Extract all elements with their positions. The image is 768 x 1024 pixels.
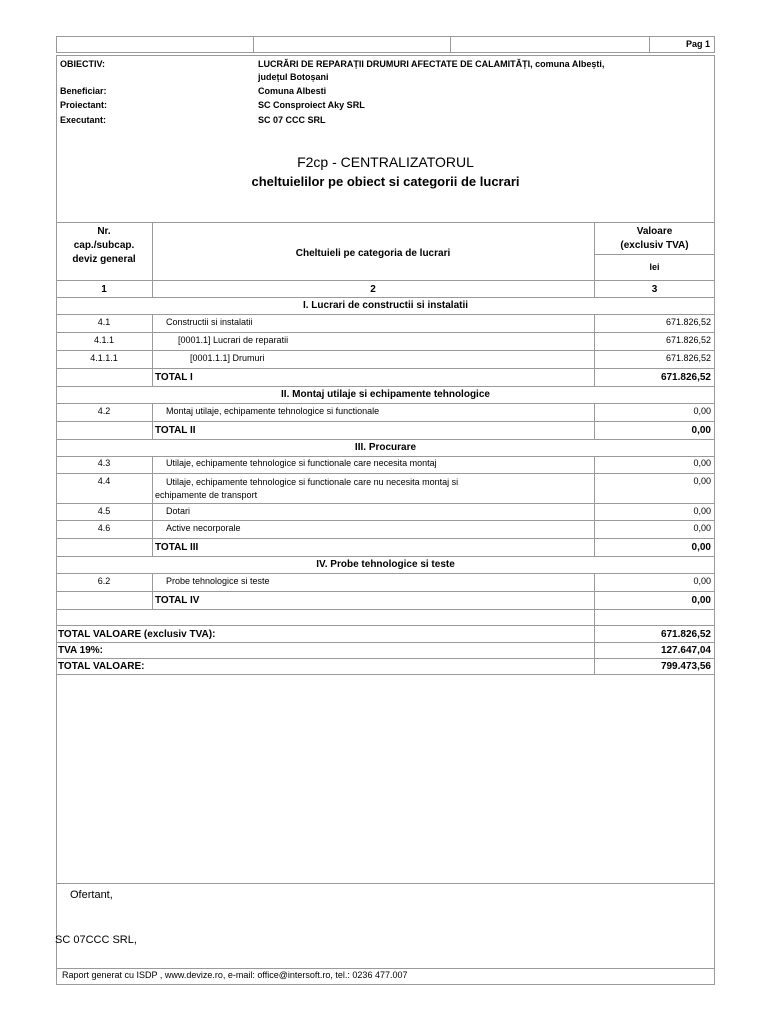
table-top-border [56, 222, 715, 223]
top-header-row [56, 36, 715, 53]
footer-divider [56, 883, 715, 884]
row-nr: 4.6 [97, 523, 111, 533]
row-col-divider [152, 368, 153, 386]
col1-header-line1: Nr. [97, 226, 111, 237]
row-divider [56, 538, 715, 539]
report-footer: Raport generat cu ISDP , www.devize.ro, e-mail: office@intersoft.ro, tel.: 0236 477.007 [62, 970, 408, 980]
col3-header-divider [594, 254, 715, 255]
col3-header-line1: Valoare [636, 226, 673, 237]
row-divider [56, 556, 715, 557]
beneficiar-label: Beneficiar: [60, 86, 107, 96]
col3-header-line2: (exclusiv TVA) [620, 240, 689, 251]
page-subtitle: cheltuielilor pe obiect si categorii de lucrari [251, 174, 520, 189]
row-col-divider [152, 573, 153, 609]
row-divider [56, 674, 715, 675]
row-divider [56, 591, 715, 592]
col2-header: Cheltuieli pe categoria de lucrari [295, 248, 451, 259]
objectiv-value-line2: județul Botoșani [258, 72, 329, 82]
row-divider [56, 625, 715, 626]
proiectant-label: Proiectant: [60, 100, 108, 110]
row-desc-line2: echipamente de transport [155, 490, 258, 500]
row-divider [56, 520, 715, 521]
row-divider [56, 368, 715, 369]
executant-label: Executant: [60, 115, 107, 125]
page-number: Pag 1 [685, 39, 710, 49]
row-nr: 4.1 [97, 317, 111, 327]
objectiv-label: OBIECTIV: [60, 59, 106, 69]
row-col-divider [152, 314, 153, 368]
row-desc: Constructii si instalatii [166, 317, 253, 327]
row-nr: 4.2 [97, 406, 111, 416]
row-value: 0,00 [693, 458, 711, 468]
col-numbers-bottom [56, 297, 715, 298]
row-divider [56, 642, 715, 643]
row-value: 671.826,52 [665, 353, 711, 363]
row-value: 0,00 [693, 476, 711, 486]
tva-value: 127.647,04 [660, 645, 711, 656]
tva-label: TVA 19%: [58, 645, 104, 656]
row-desc: [0001.1] Lucrari de reparatii [178, 335, 289, 345]
section-title: IV. Probe tehnologice si teste [316, 559, 455, 570]
col-number-1: 1 [101, 284, 107, 295]
proiectant-value: SC Consproiect Aky SRL [258, 100, 365, 110]
row-divider [56, 456, 715, 457]
company-signature: SC 07CCC SRL, [55, 934, 137, 946]
row-divider [56, 332, 715, 333]
col3-unit: lei [649, 262, 660, 272]
row-desc: Probe tehnologice si teste [166, 576, 270, 586]
row-nr: 4.1.1.1 [90, 353, 118, 363]
footer-divider [56, 968, 715, 969]
row-divider [56, 403, 715, 404]
section-title: I. Lucrari de constructii si instalatii [302, 300, 469, 311]
row-value: 0,00 [693, 506, 711, 516]
row-divider [56, 350, 715, 351]
divider [253, 36, 254, 53]
row-divider [56, 314, 715, 315]
row-col-divider [594, 314, 595, 368]
row-nr: 6.2 [97, 576, 111, 586]
total-value: 671.826,52 [660, 372, 711, 383]
row-desc: Active necorporale [166, 523, 241, 533]
row-col-divider [152, 456, 153, 556]
row-value: 0,00 [693, 406, 711, 416]
row-divider [56, 573, 715, 574]
total-label: TOTAL I [155, 372, 193, 383]
row-value: 0,00 [693, 576, 711, 586]
total-value: 0,00 [691, 425, 711, 436]
grand-total-excl-label: TOTAL VALOARE (exclusiv TVA): [58, 629, 216, 640]
row-value: 671.826,52 [665, 317, 711, 327]
row-divider [56, 609, 715, 610]
row-value: 0,00 [693, 523, 711, 533]
row-nr: 4.5 [97, 506, 111, 516]
divider [450, 36, 451, 53]
col-number-3: 3 [651, 284, 658, 295]
grand-total-label: TOTAL VALOARE: [58, 661, 145, 672]
beneficiar-value: Comuna Albesti [258, 86, 327, 96]
row-divider [56, 421, 715, 422]
total-label: TOTAL II [155, 425, 196, 436]
total-value: 0,00 [691, 542, 711, 553]
row-desc: Montaj utilaje, echipamente tehnologice si functionale [166, 406, 380, 416]
section-title: II. Montaj utilaje si echipamente tehnologice [281, 389, 490, 400]
row-desc: Dotari [166, 506, 191, 516]
row-col-divider [152, 403, 153, 439]
row-value: 671.826,52 [665, 335, 711, 345]
row-nr: 4.3 [97, 458, 111, 468]
total-value: 0,00 [691, 595, 711, 606]
objectiv-value-line1: LUCRĂRI DE REPARAȚII DRUMURI AFECTATE DE CALAMITĂȚI, comuna Albești, [258, 59, 605, 69]
total-label: TOTAL III [155, 542, 199, 553]
row-nr: 4.4 [97, 476, 111, 486]
row-col-divider [594, 625, 595, 674]
total-label: TOTAL IV [155, 595, 200, 606]
row-nr: 4.1.1 [93, 335, 115, 345]
col1-header-line2: cap./subcap. [73, 240, 135, 251]
col-number-2: 2 [370, 284, 376, 295]
header-bottom-border [56, 280, 715, 281]
col1-header-line3: deviz general [72, 254, 136, 265]
row-divider [56, 503, 715, 504]
row-divider [56, 473, 715, 474]
row-desc: [0001.1.1] Drumuri [190, 353, 265, 363]
row-desc: Utilaje, echipamente tehnologice si functionale care necesita montaj [166, 458, 437, 468]
executant-value: SC 07 CCC SRL [258, 115, 326, 125]
row-col-divider [594, 368, 595, 386]
grand-total-excl-value: 671.826,52 [660, 629, 711, 640]
row-divider [56, 386, 715, 387]
section-title: III. Procurare [354, 442, 417, 453]
ofertant-label: Ofertant, [70, 889, 113, 901]
grand-total-value: 799.473,56 [660, 661, 711, 672]
row-desc-line1: Utilaje, echipamente tehnologice si functionale care nu necesita montaj si [166, 477, 459, 487]
row-divider [56, 658, 715, 659]
page-title: F2cp - CENTRALIZATORUL [297, 154, 474, 170]
row-divider [56, 439, 715, 440]
